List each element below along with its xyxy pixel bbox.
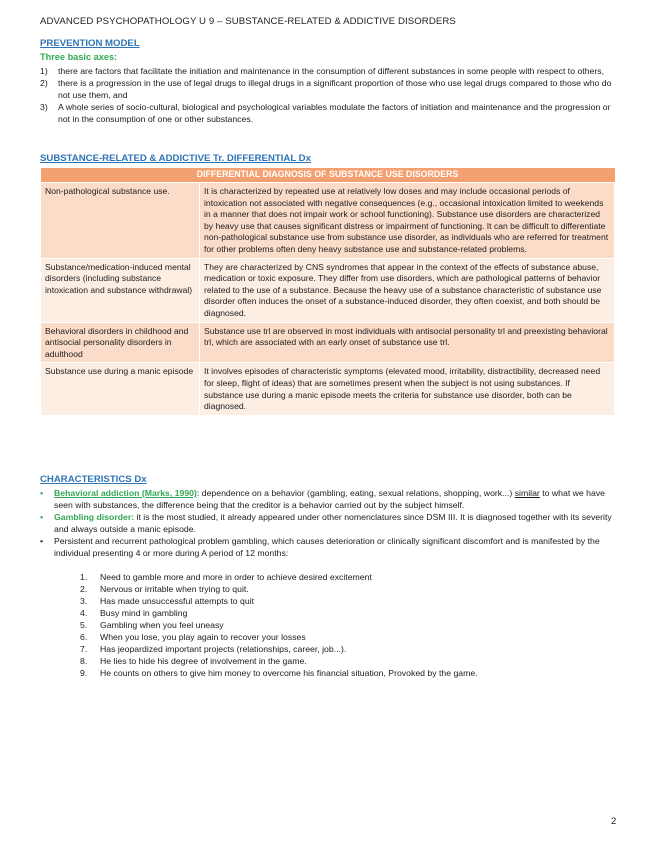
behavioral-addiction-link[interactable]: Behavioral addiction (Marks, 1990) bbox=[54, 488, 197, 498]
bullet-icon: • bbox=[40, 512, 44, 522]
row-name: Non-pathological substance use. bbox=[41, 183, 200, 259]
gambling-criteria-list bbox=[80, 571, 600, 679]
list-item: 1. Need to gamble more and more in order to achieve desired excitement bbox=[80, 572, 372, 582]
list-item: 9. He counts on others to give him money to overcome his financial situation, Provoked by the game. bbox=[80, 668, 478, 678]
list-item: 5. Gambling when you feel uneasy bbox=[80, 620, 224, 630]
list-item: 2. Nervous or irritable when trying to quit. bbox=[80, 584, 249, 594]
table-row bbox=[41, 363, 615, 415]
list-item: 8. He lies to hide his degree of involvement in the game. bbox=[80, 656, 307, 666]
gambling-disorder-label: Gambling disorder: bbox=[54, 512, 135, 522]
row-name: Substance use during a manic episode bbox=[41, 363, 200, 415]
list-item: • Persistent and recurrent pathological problem gambling, which causes deterioration or clinically significant discomfort and is manifested by the individual presenting 4 or more during A period of 12 months: bbox=[40, 536, 600, 558]
prevention-list bbox=[40, 65, 620, 125]
row-name: Substance/medication-induced mental disorders (including substance intoxication and substance withdrawal) bbox=[41, 258, 200, 322]
page-header: ADVANCED PSYCHOPATHOLOGY U 9 – SUBSTANCE-RELATED & ADDICTIVE DISORDERS bbox=[40, 16, 456, 27]
list-item: 6. When you lose, you play again to recover your losses bbox=[80, 632, 306, 642]
list-item: 3) A whole series of socio-cultural, biological and psychological variables modulate the factors of initiation and maintenance and the progression or not in the consumption of one or other substances. bbox=[40, 102, 611, 124]
bullet-icon: • bbox=[40, 536, 44, 546]
row-description: It involves episodes of characteristic symptoms (elevated mood, irritability, distractibility, decreased need for sleep, flight of ideas) that are sometimes present when the subject is not using substances. If substance use during a manic episode meets the criteria for substance use disorder, both can be diagnosed. bbox=[200, 363, 615, 415]
prevention-subtitle: Three basic axes: bbox=[40, 52, 118, 62]
list-item: 7. Has jeopardized important projects (relationships, career, job...). bbox=[80, 644, 347, 654]
list-item: • Behavioral addiction (Marks, 1990): dependence on a behavior (gambling, eating, sexual relations, shopping, work...) similar to what we have seen with substances, the difference being that the creditor is a behavior carried out by the subject himself. bbox=[40, 488, 606, 510]
list-item: 4. Busy mind in gambling bbox=[80, 608, 188, 618]
table-row bbox=[41, 322, 615, 363]
row-description: It is characterized by repeated use at relatively low doses and may include occasional periods of intoxication not associated with negative consequences (e.g., occasional intoxication limited to weekends in a manner that does not impair work or school functioning). Substance use disorders are characterized by heavy use that causes significant distress or impairment of functioning. It can be difficult to differentiate non-pathological substance use from substance use disorder, as individuals who are referred for treatment for other problems often deny heavy substance use and substance-related problems. bbox=[200, 183, 615, 259]
differential-diagnosis-table bbox=[40, 168, 615, 416]
characteristics-title: CHARACTERISTICS Dx bbox=[40, 474, 147, 485]
page-number: 2 bbox=[611, 816, 617, 827]
table-header: DIFFERENTIAL DIAGNOSIS OF SUBSTANCE USE DISORDERS bbox=[41, 168, 615, 183]
row-description: They are characterized by CNS syndromes that appear in the context of the effects of substance abuse, medication or toxic exposure. They differ from use disorders, which are pathological patterns of behavior related to the use of a substance. Because the heavy use of a substance characteristic of substance use disorder often induces the onset of a substance-induced disorder, they often coexist, and both should be diagnosed. bbox=[200, 258, 615, 322]
table-row bbox=[41, 258, 615, 322]
list-item: 1) there are factors that facilitate the initiation and maintenance in the consumption of different substances in some people with respect to others, bbox=[40, 66, 605, 76]
differential-title: SUBSTANCE-RELATED & ADDICTIVE Tr. DIFFERENTIAL Dx bbox=[40, 153, 311, 164]
list-item: 3. Has made unsuccessful attempts to quit bbox=[80, 596, 255, 606]
characteristics-list bbox=[40, 487, 618, 559]
row-name: Behavioral disorders in childhood and antisocial personality disorders in adulthood bbox=[41, 322, 200, 363]
bullet-icon: • bbox=[40, 488, 44, 498]
table-row bbox=[41, 183, 615, 259]
list-item: 2) there is a progression in the use of legal drugs to illegal drugs in a significant proportion of those who use legal drugs compared to those who do not use them, and bbox=[40, 78, 612, 100]
row-description: Substance use trl are observed in most individuals with antisocial personality trl and preexisting behavioral trl, which are associated with an early onset of substance use trl. bbox=[200, 322, 615, 363]
prevention-title: PREVENTION MODEL bbox=[40, 38, 140, 49]
list-item: • Gambling disorder: it is the most studied, it already appeared under other nomenclatures since DSM III. It is diagnosed together with its severity and always outside a manic episode. bbox=[40, 512, 612, 534]
